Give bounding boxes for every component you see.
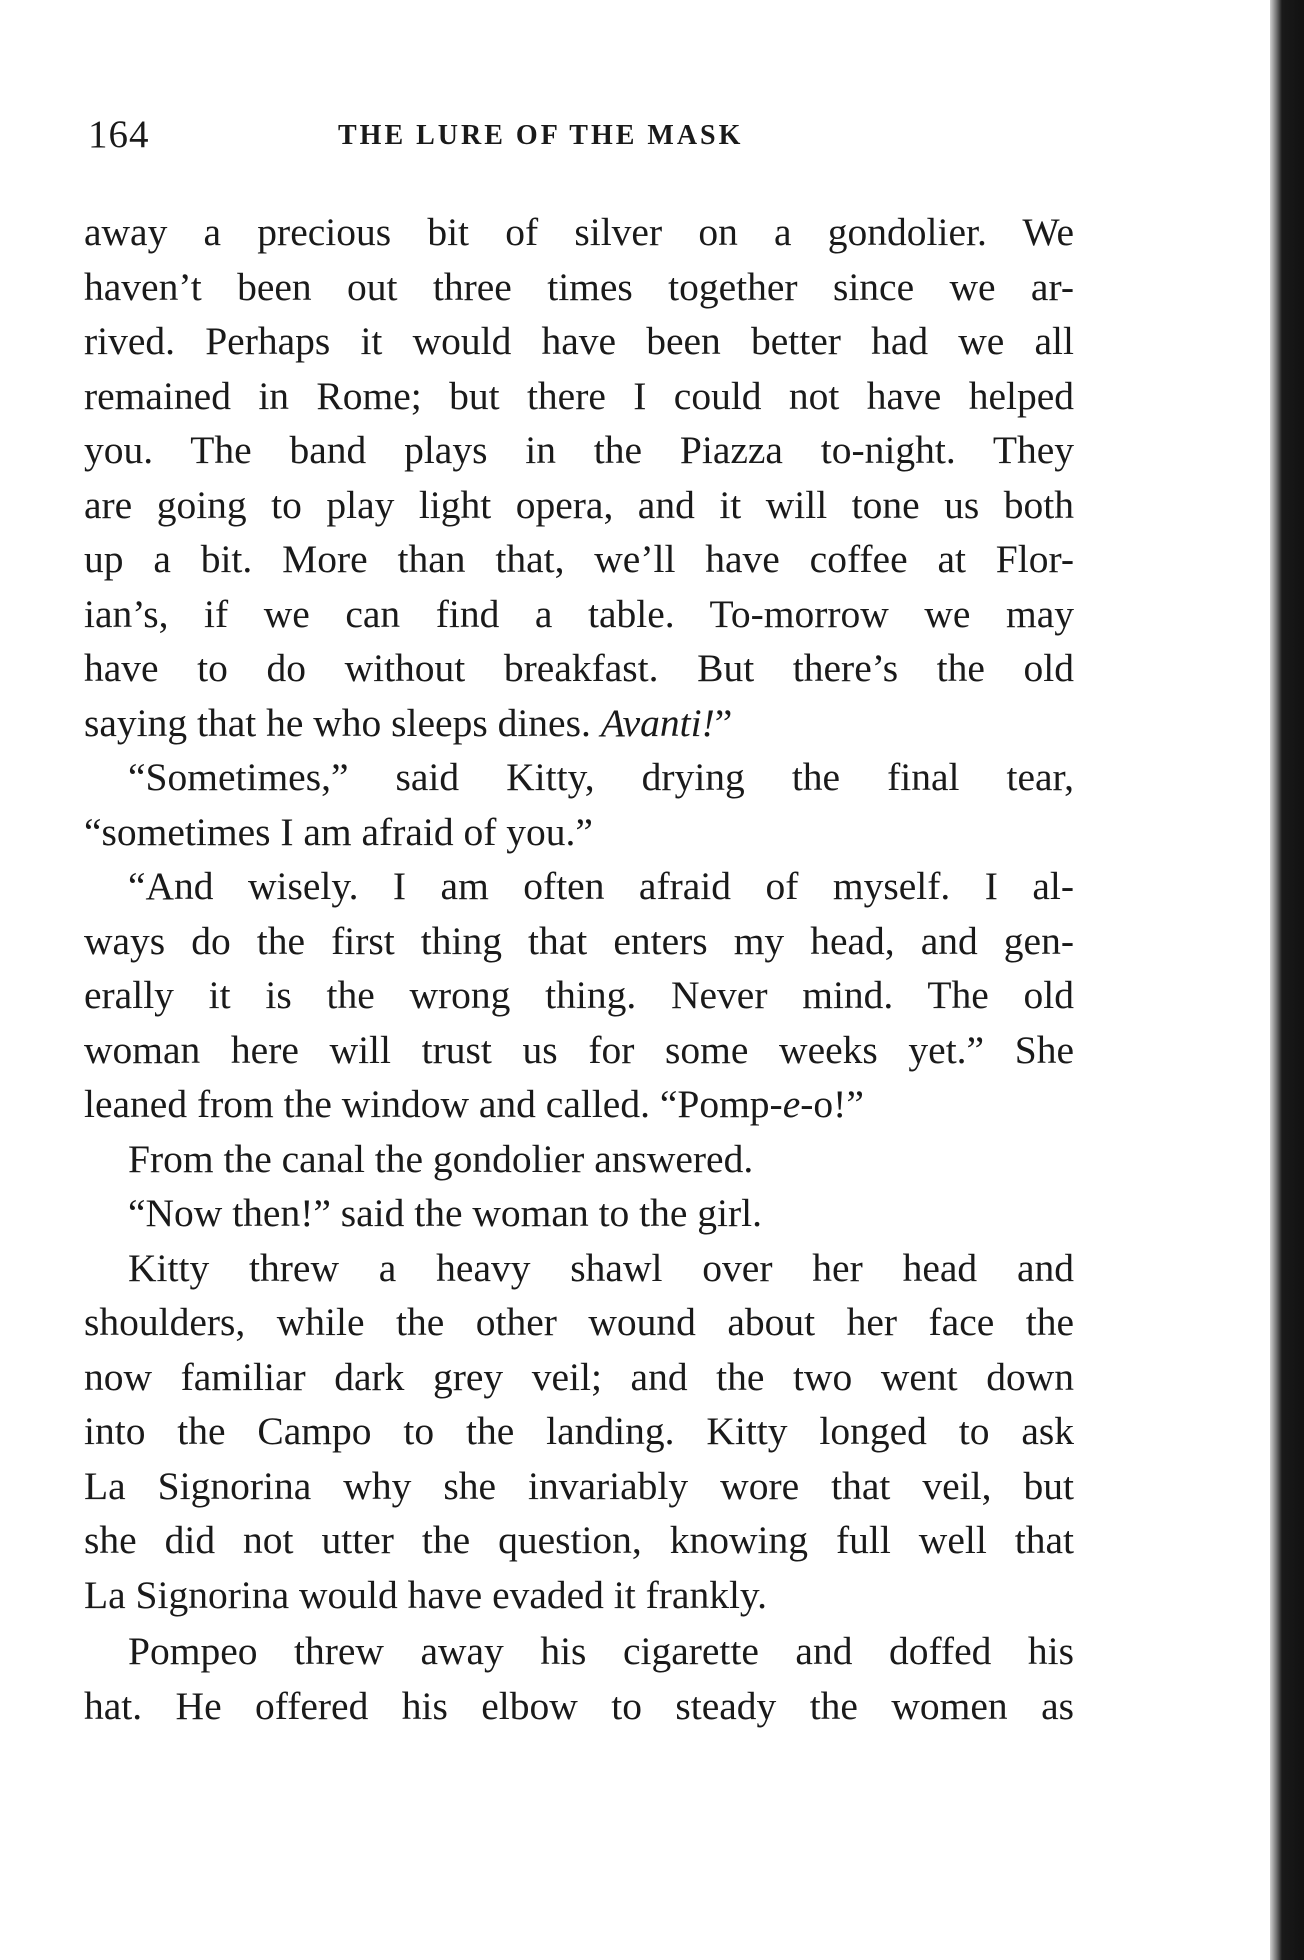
text-line: shoulders, while the other wound about her face the <box>84 1300 1074 1344</box>
text-line: remained in Rome; but there I could not have helped <box>84 373 1074 418</box>
text-line: she did not utter the question, knowing full well that <box>84 1518 1074 1562</box>
text-line: “Sometimes,” said Kitty, drying the final tear, <box>128 755 1074 799</box>
running-head <box>88 112 1078 162</box>
text-line: Pompeo threw away his cigarette and doffed his <box>128 1629 1074 1673</box>
text-line: woman here will trust us for some weeks yet.” She <box>84 1027 1074 1072</box>
text-line: “Now then!” said the woman to the girl. <box>128 1191 763 1235</box>
text-line: are going to play light opera, and it will tone us both <box>84 482 1074 527</box>
text-segment: ” <box>714 700 733 745</box>
page-edge-shadow <box>1270 0 1304 1960</box>
running-title: THE LURE OF THE MASK <box>338 120 744 151</box>
italic-letter: e <box>782 1082 801 1126</box>
text-line: “And wisely. I am often afraid of myself. I al- <box>128 864 1074 908</box>
text-line: “sometimes I am afraid of you.” <box>84 809 593 854</box>
text-line: rived. Perhaps it would have been better had we all <box>84 319 1074 363</box>
text-line <box>84 1077 1074 1132</box>
text-line: into the Campo to the landing. Kitty longed to ask <box>84 1409 1074 1453</box>
text-segment: leaned from the window and called. “Pomp- <box>84 1082 783 1126</box>
page-number: 164 <box>88 113 150 156</box>
text-line: Kitty threw a heavy shawl over her head and <box>128 1245 1074 1290</box>
text-line: La Signorina would have evaded it frankly. <box>84 1572 767 1617</box>
text-line: From the canal the gondolier answered. <box>128 1136 754 1181</box>
text-line: have to do without breakfast. But there’s the old <box>84 646 1074 690</box>
text-line: hat. He offered his elbow to steady the women as <box>84 1683 1074 1728</box>
text-line: ian’s, if we can find a table. To-morrow we may <box>84 591 1074 636</box>
text-line: haven’t been out three times together since we ar- <box>84 264 1074 309</box>
text-segment: saying that he who sleeps dines. <box>84 700 601 745</box>
text-line: ways do the first thing that enters my head, and gen- <box>84 918 1074 963</box>
text-line: erally it is the wrong thing. Never mind. The old <box>84 973 1074 1017</box>
italic-word: Avanti! <box>600 700 715 745</box>
text-line: away a precious bit of silver on a gondolier. We <box>84 210 1074 254</box>
text-line <box>84 696 1074 751</box>
text-line: you. The band plays in the Piazza to-night. They <box>84 428 1074 472</box>
text-line: La Signorina why she invariably wore that veil, but <box>84 1463 1074 1508</box>
text-line: now familiar dark grey veil; and the two went down <box>84 1354 1074 1399</box>
body-text <box>84 205 1074 1733</box>
text-line: up a bit. More than that, we’ll have coffee at Flor- <box>84 537 1074 581</box>
text-segment: -o!” <box>800 1082 864 1126</box>
